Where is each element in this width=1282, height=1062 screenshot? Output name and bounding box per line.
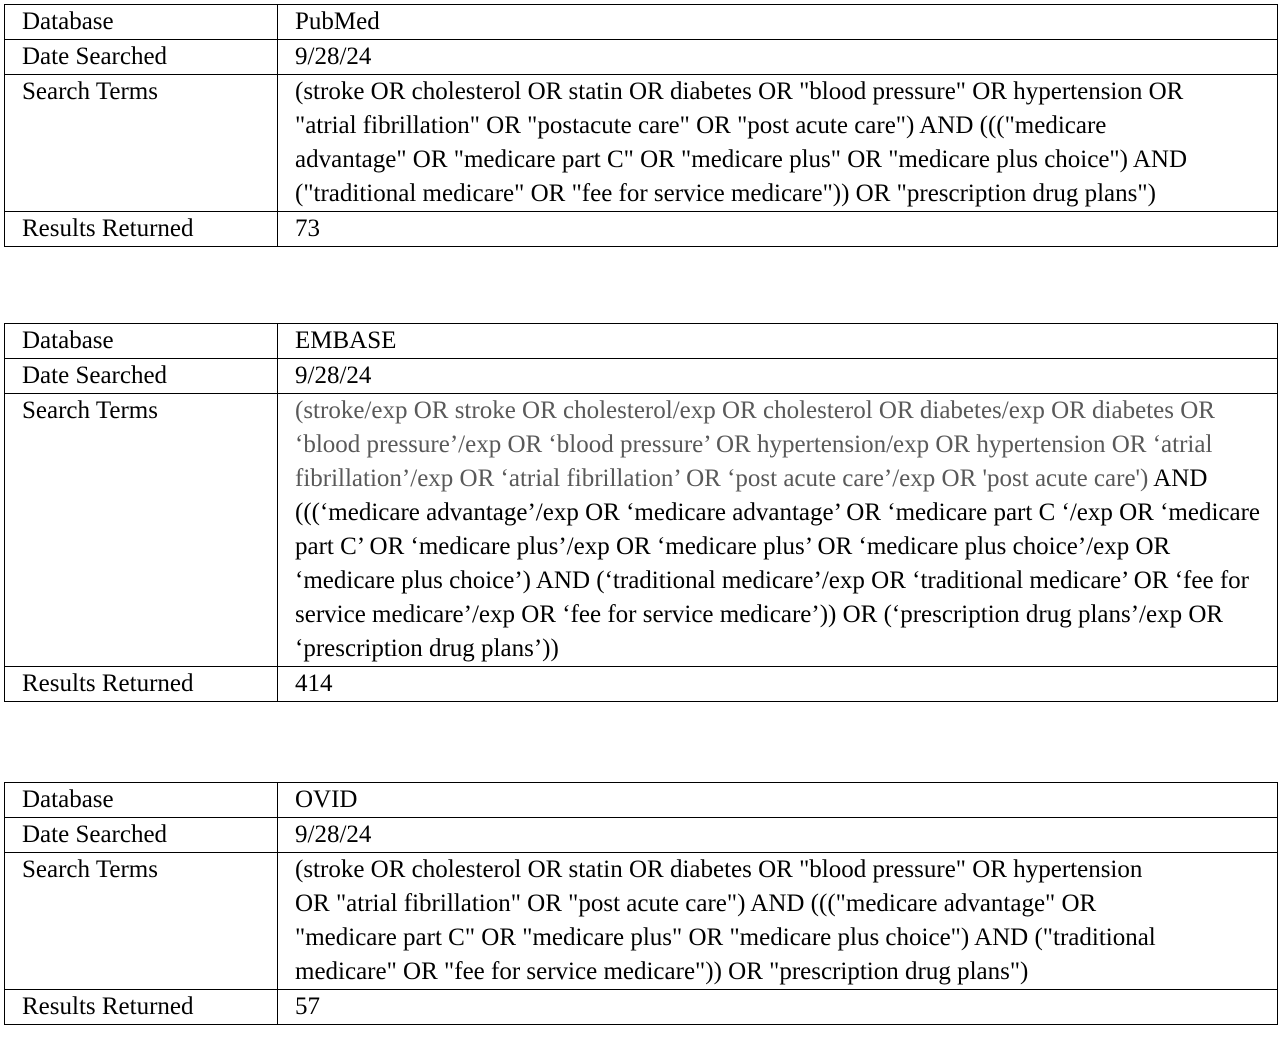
database-row [5, 5, 1278, 40]
search-terms-row [5, 75, 1278, 212]
results-returned-label: Results Returned [5, 990, 278, 1025]
date-searched-row [5, 818, 1278, 853]
results-returned-row [5, 990, 1278, 1025]
ovid-search-table [4, 782, 1278, 1025]
date-searched-label: Date Searched [5, 40, 278, 75]
search-terms-row [5, 853, 1278, 990]
database-value: PubMed [278, 5, 1278, 40]
search-terms-value [278, 394, 1278, 667]
database-label: Database [5, 324, 278, 359]
results-returned-value: 414 [278, 667, 1278, 702]
search-terms-label: Search Terms [5, 394, 278, 667]
date-searched-value: 9/28/24 [278, 40, 1278, 75]
search-terms-label: Search Terms [5, 75, 278, 212]
database-label: Database [5, 783, 278, 818]
results-returned-row [5, 667, 1278, 702]
results-returned-value: 73 [278, 212, 1278, 247]
date-searched-value: 9/28/24 [278, 359, 1278, 394]
results-returned-row [5, 212, 1278, 247]
database-label: Database [5, 5, 278, 40]
date-searched-label: Date Searched [5, 359, 278, 394]
database-value: EMBASE [278, 324, 1278, 359]
date-searched-value: 9/28/24 [278, 818, 1278, 853]
results-returned-value: 57 [278, 990, 1278, 1025]
embase-search-table [4, 323, 1278, 702]
date-searched-row [5, 40, 1278, 75]
search-terms-row [5, 394, 1278, 667]
database-value: OVID [278, 783, 1278, 818]
database-row [5, 783, 1278, 818]
database-row [5, 324, 1278, 359]
search-terms-value: (stroke OR cholesterol OR statin OR diabetes OR "blood pressure" OR hypertension OR "atrial fibrillation" OR "post acute care") AND ((("medicare advantage" OR "medicare part C" OR "medicare plus" OR "medicare plus choice") AND ("traditional medicare" OR "fee for service medicare")) OR "prescription drug plans") [278, 853, 1278, 990]
results-returned-label: Results Returned [5, 212, 278, 247]
search-terms-label: Search Terms [5, 853, 278, 990]
results-returned-label: Results Returned [5, 667, 278, 702]
date-searched-label: Date Searched [5, 818, 278, 853]
pubmed-search-table [4, 4, 1278, 247]
search-terms-black-part: AND (((‘medicare advantage’/exp OR ‘medicare advantage’ OR ‘medicare part C ‘/exp OR ‘medicare part C’ OR ‘medicare plus’/exp OR ‘medicare plus’ OR ‘medicare plus choice’/exp OR ‘medicare plus choice’) AND (‘traditional medicare’/exp OR ‘traditional medicare’ OR ‘fee for service medicare’/exp OR ‘fee for service medicare’)) OR (‘prescription drug plans’/exp OR ‘prescription drug plans’)) [295, 465, 1261, 662]
date-searched-row [5, 359, 1278, 394]
search-terms-gray-part: (stroke/exp OR stroke OR cholesterol/exp OR cholesterol OR diabetes/exp OR diabetes OR ‘blood pressure’/exp OR ‘blood pressure’ OR hypertension/exp OR hypertension OR ‘atrial fibrillation’/exp OR ‘atrial fibrillation’ OR ‘post acute care’/exp OR 'post acute care') [295, 397, 1215, 492]
search-terms-value: (stroke OR cholesterol OR statin OR diabetes OR "blood pressure" OR hypertension OR "atrial fibrillation" OR "postacute care" OR "post acute care") AND ((("medicare advantage" OR "medicare part C" OR "medicare plus" OR "medicare plus choice") AND ("traditional medicare" OR "fee for service medicare")) OR "prescription drug plans") [278, 75, 1278, 212]
